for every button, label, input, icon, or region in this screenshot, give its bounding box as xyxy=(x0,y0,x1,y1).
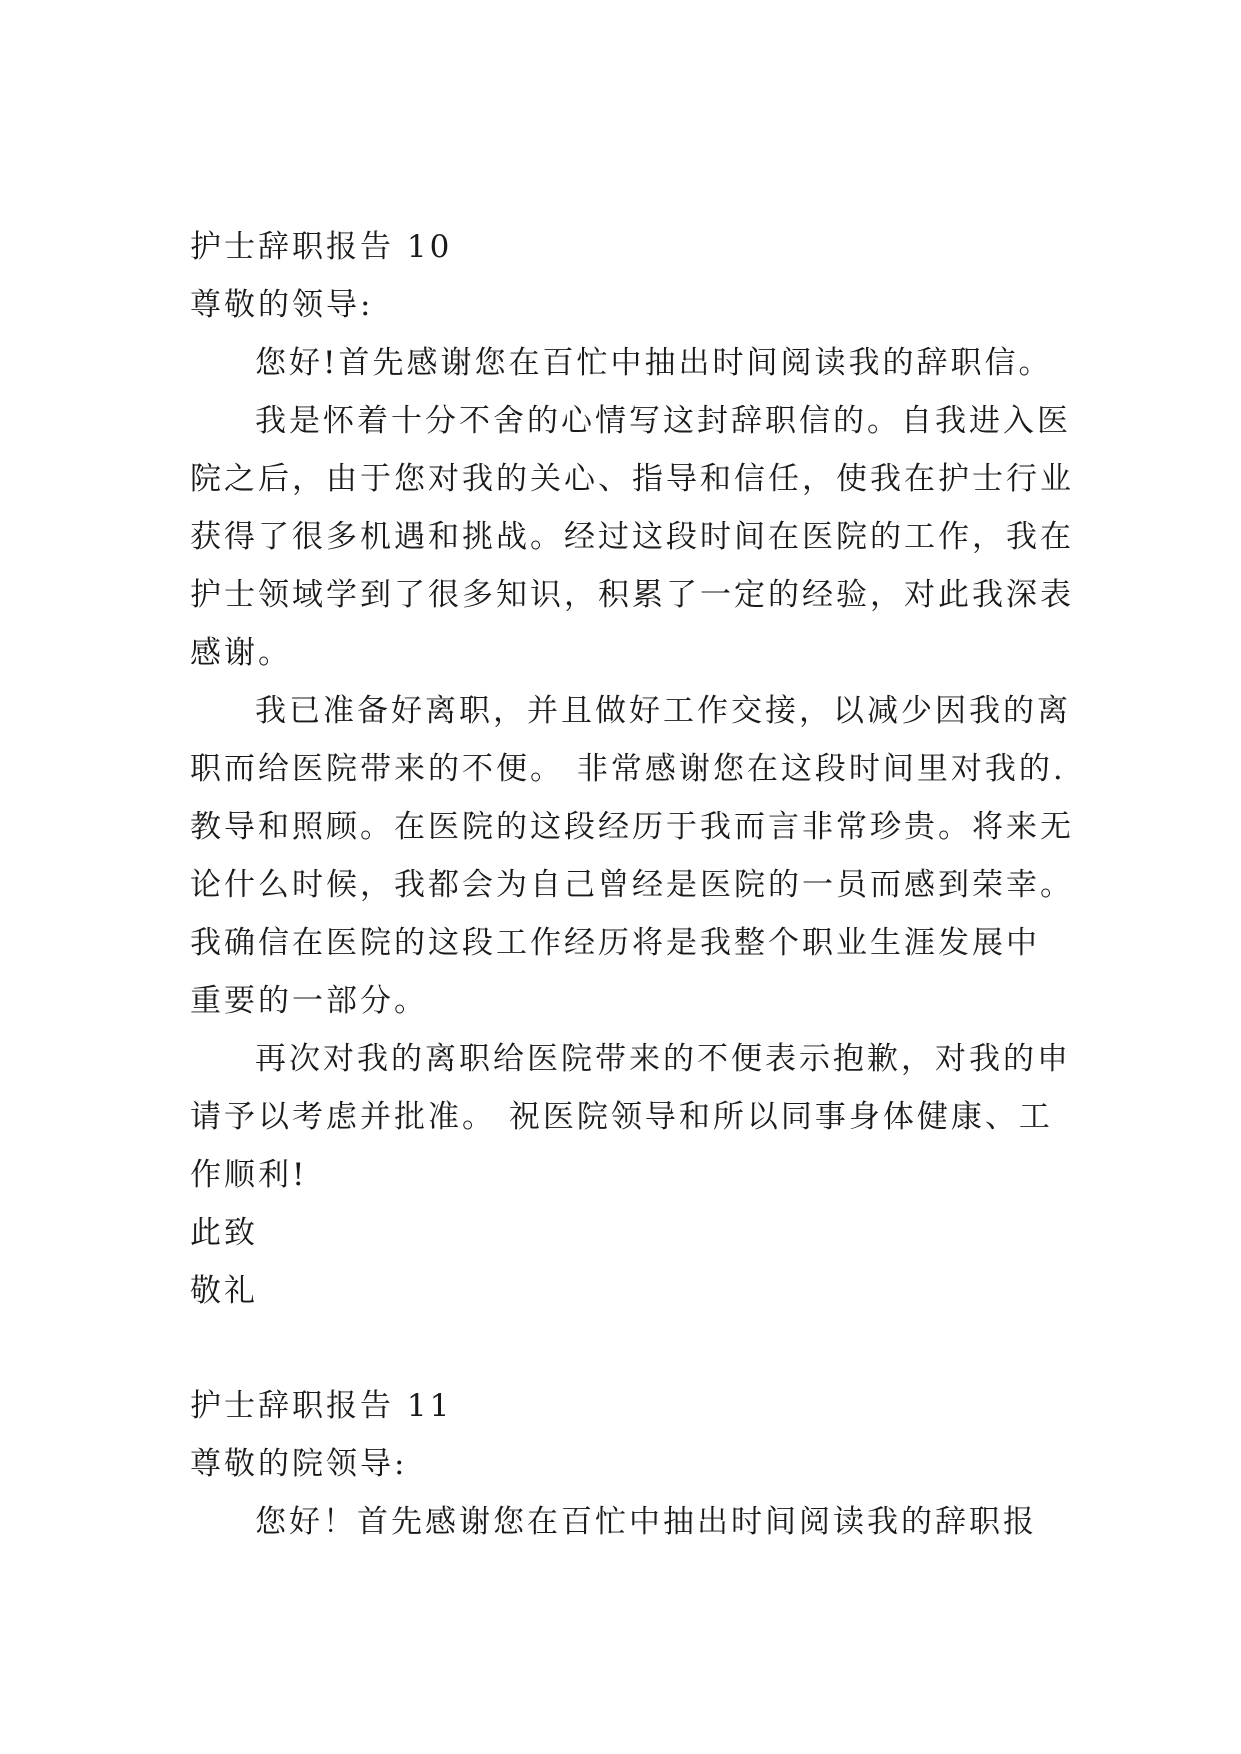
paragraph-line: 获得了很多机遇和挑战。经过这段时间在医院的工作，我在 xyxy=(190,519,1074,555)
paragraph-line: 护士领域学到了很多知识，积累了一定的经验，对此我深表 xyxy=(190,577,1074,613)
paragraph-line: 我已准备好离职，并且做好工作交接，以减少因我的离 xyxy=(255,693,1071,729)
paragraph-line: 职而给医院带来的不便。 非常感谢您在这段时间里对我的. xyxy=(190,751,1066,787)
paragraph-line: 您好！首先感谢您在百忙中抽出时间阅读我的辞职报 xyxy=(255,1504,1037,1540)
report-title-11: 护士辞职报告 11 xyxy=(190,1388,453,1424)
paragraph-line: 再次对我的离职给医院带来的不便表示抱歉，对我的申 xyxy=(255,1041,1071,1077)
section-gap xyxy=(190,1320,1070,1377)
salutation-10: 尊敬的领导: xyxy=(190,287,374,323)
paragraph-line: 院之后，由于您对我的关心、指导和信任，使我在护士行业 xyxy=(190,461,1074,497)
paragraph-line: 论什么时候，我都会为自己曾经是医院的一员而感到荣幸。 xyxy=(190,867,1074,903)
report-title-10: 护士辞职报告 10 xyxy=(190,229,453,265)
document-body xyxy=(190,218,1074,1551)
paragraph-line: 我是怀着十分不舍的心情写这封辞职信的。自我进入医 xyxy=(255,403,1071,439)
paragraph-line: 您好!首先感谢您在百忙中抽出时间阅读我的辞职信。 xyxy=(255,345,1053,381)
paragraph-line: 请予以考虑并批准。 祝医院领导和所以同事身体健康、工 xyxy=(190,1099,1053,1135)
paragraph-line: 作顺利! xyxy=(190,1157,308,1193)
paragraph-line: 重要的一部分。 xyxy=(190,983,428,1019)
paragraph-line: 感谢。 xyxy=(190,635,292,671)
paragraph-line: 教导和照顾。在医院的这段经历于我而言非常珍贵。将来无 xyxy=(190,809,1074,845)
closing-line-1: 此致 xyxy=(190,1215,258,1251)
salutation-11: 尊敬的院领导: xyxy=(190,1446,408,1482)
closing-line-2: 敬礼 xyxy=(190,1273,258,1309)
paragraph-line: 我确信在医院的这段工作经历将是我整个职业生涯发展中 xyxy=(190,925,1040,961)
